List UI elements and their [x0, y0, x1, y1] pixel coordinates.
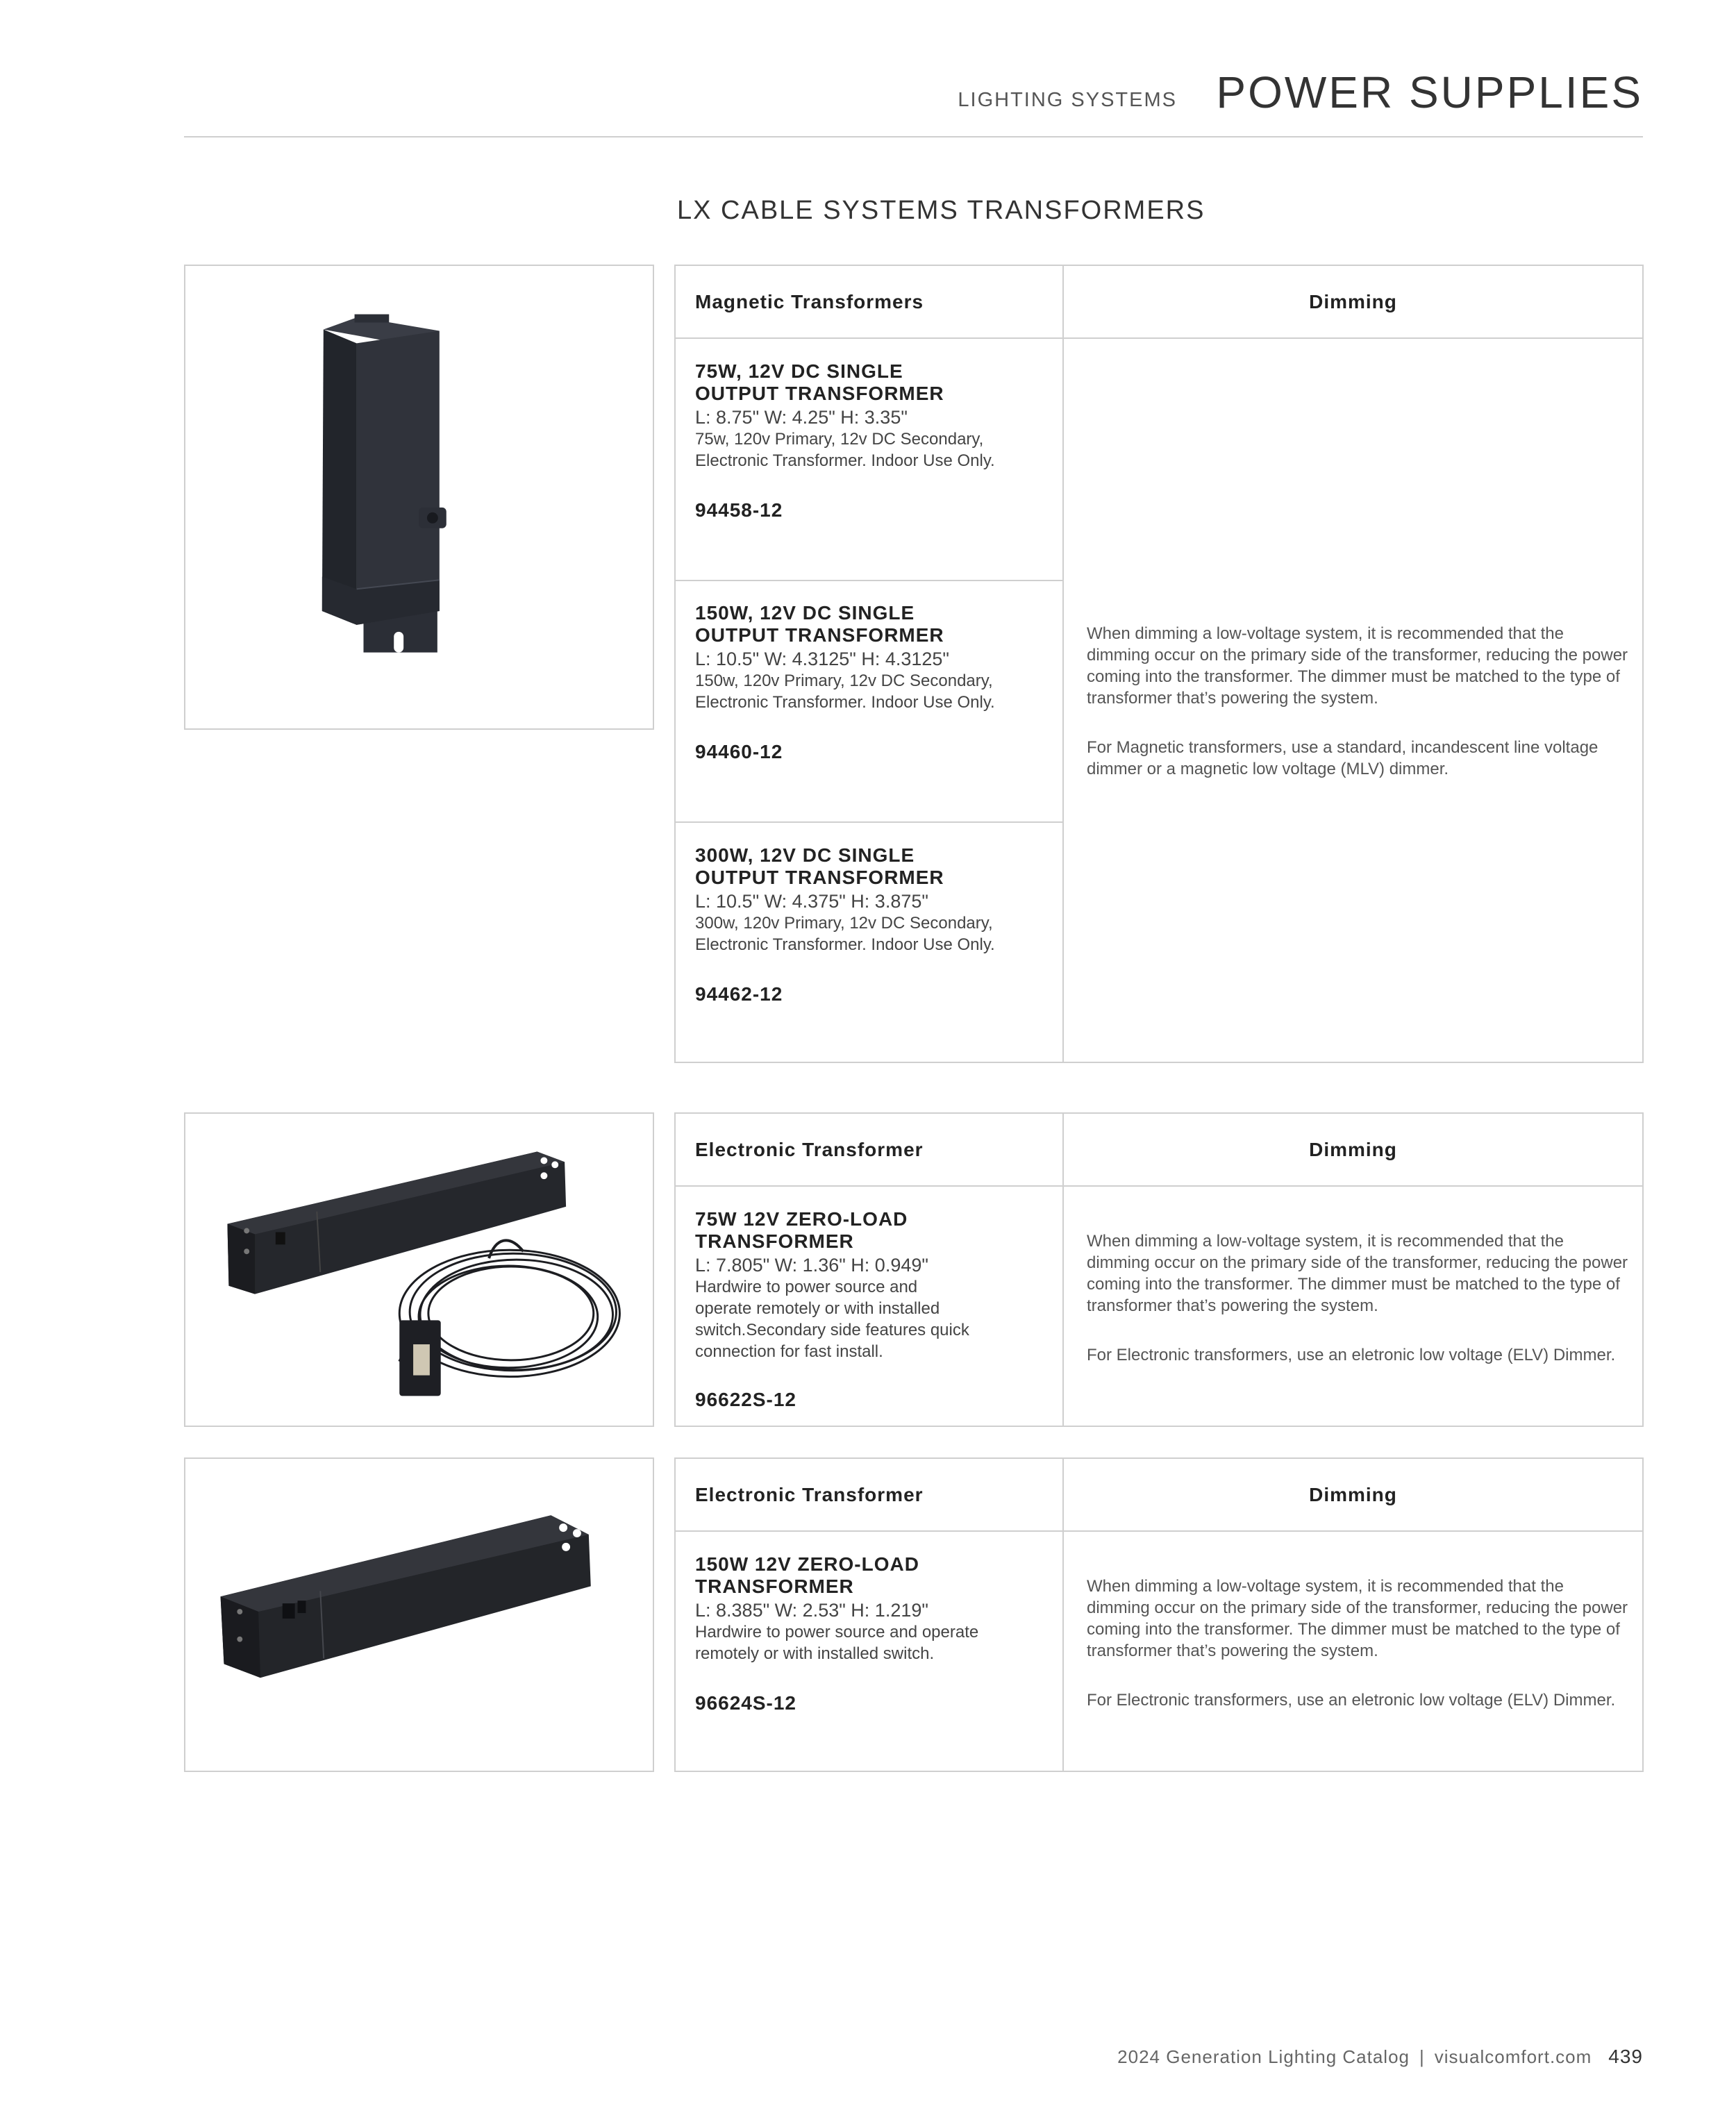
- dimming-notes: [1087, 1576, 1628, 1711]
- footer-catalog: 2024 Generation Lighting Catalog: [1117, 2046, 1410, 2067]
- page-number: 439: [1608, 2046, 1643, 2067]
- column-header-product: Magnetic Transformers: [695, 291, 924, 312]
- magnetic-transformer-photo: [184, 265, 654, 730]
- footer-site-link[interactable]: visualcomfort.com: [1434, 2046, 1592, 2067]
- product-dimensions: L: 10.5" W: 4.375" H: 3.875": [695, 891, 928, 912]
- column-header-dimming: Dimming: [1309, 1139, 1397, 1160]
- column-header-dimming: Dimming: [1309, 291, 1397, 312]
- dimming-notes: [1087, 623, 1628, 780]
- electronic-transformer-table-75w: [674, 1112, 1644, 1427]
- footer-separator: |: [1419, 2046, 1425, 2067]
- dimming-note-specific: For Electronic transformers, use an eletronic low voltage (ELV) Dimmer.: [1087, 1691, 1616, 1710]
- product-name: 75W, 12V DC SINGLE OUTPUT TRANSFORMER: [695, 360, 944, 404]
- product-sku: 96624S-12: [695, 1692, 797, 1714]
- product-sku: 94460-12: [695, 741, 783, 762]
- dimming-note-general: When dimming a low-voltage system, it is recommended that the dimming occur on the primary side of the transformer, reducing the power coming into the transformer. The dimmer must be matched to the type of transformer that’s powering the system.: [1087, 624, 1628, 708]
- electronic-transformer-75w-photo: [184, 1112, 654, 1427]
- product-dimensions: L: 8.75" W: 4.25" H: 3.35": [695, 407, 908, 428]
- header-category: LIGHTING SYSTEMS: [958, 89, 1177, 111]
- column-header-product: Electronic Transformer: [695, 1484, 924, 1505]
- product-description: Hardwire to power source and operate remotely or with installed switch.: [695, 1623, 979, 1663]
- column-header-dimming: Dimming: [1309, 1484, 1397, 1505]
- product-entry: [695, 360, 1056, 521]
- electronic-transformer-75w-image: [185, 1114, 653, 1426]
- row-divider: [676, 821, 1062, 823]
- electronic-transformer-150w-image: [185, 1459, 653, 1771]
- header-row-divider: [676, 1185, 1642, 1187]
- product-dimensions: L: 10.5" W: 4.3125" H: 4.3125": [695, 649, 949, 669]
- magnetic-transformers-table: [674, 265, 1644, 1063]
- product-dimensions: L: 7.805" W: 1.36" H: 0.949": [695, 1255, 928, 1276]
- product-description: Hardwire to power source and operate remotely or with installed switch.Secondary side features quick connection for fast install.: [695, 1278, 969, 1361]
- product-sku: 94458-12: [695, 499, 783, 521]
- page-footer: [1117, 2046, 1643, 2068]
- header-divider: [184, 136, 1643, 137]
- header-row-divider: [676, 337, 1642, 339]
- product-name: 300W, 12V DC SINGLE OUTPUT TRANSFORMER: [695, 844, 944, 888]
- product-description: 75w, 120v Primary, 12v DC Secondary, Electronic Transformer. Indoor Use Only.: [695, 430, 995, 470]
- electronic-transformer-150w-photo: [184, 1457, 654, 1772]
- product-description: 150w, 120v Primary, 12v DC Secondary, Electronic Transformer. Indoor Use Only.: [695, 671, 995, 712]
- section-title: LX CABLE SYSTEMS TRANSFORMERS: [677, 196, 1205, 225]
- page-title: POWER SUPPLIES: [1216, 67, 1643, 117]
- dimming-notes: [1087, 1230, 1628, 1366]
- product-dimensions: L: 8.385" W: 2.53" H: 1.219": [695, 1600, 928, 1621]
- product-entry: [695, 1553, 1056, 1714]
- product-sku: 96622S-12: [695, 1389, 797, 1410]
- column-header-product: Electronic Transformer: [695, 1139, 924, 1160]
- row-divider: [676, 580, 1062, 581]
- electronic-transformer-table-150w: [674, 1457, 1644, 1772]
- product-entry: [695, 602, 1056, 763]
- magnetic-transformer-image: [185, 266, 653, 728]
- dimming-note-specific: For Electronic transformers, use an eletronic low voltage (ELV) Dimmer.: [1087, 1346, 1616, 1364]
- product-entry: [695, 1208, 1056, 1411]
- dimming-note-specific: For Magnetic transformers, use a standard, incandescent line voltage dimmer or a magnetic low voltage (MLV) dimmer.: [1087, 738, 1599, 778]
- product-sku: 94462-12: [695, 983, 783, 1005]
- product-name: 150W 12V ZERO-LOAD TRANSFORMER: [695, 1553, 919, 1597]
- product-name: 75W 12V ZERO-LOAD TRANSFORMER: [695, 1208, 908, 1252]
- dimming-note-general: When dimming a low-voltage system, it is recommended that the dimming occur on the primary side of the transformer, reducing the power coming into the transformer. The dimmer must be matched to the type of transformer that’s powering the system.: [1087, 1232, 1628, 1315]
- product-name: 150W, 12V DC SINGLE OUTPUT TRANSFORMER: [695, 602, 944, 646]
- product-description: 300w, 120v Primary, 12v DC Secondary, Electronic Transformer. Indoor Use Only.: [695, 914, 995, 954]
- product-entry: [695, 844, 1056, 1005]
- dimming-note-general: When dimming a low-voltage system, it is recommended that the dimming occur on the primary side of the transformer, reducing the power coming into the transformer. The dimmer must be matched to the type of transformer that’s powering the system.: [1087, 1577, 1628, 1660]
- column-divider: [1062, 266, 1064, 1062]
- header-row-divider: [676, 1530, 1642, 1532]
